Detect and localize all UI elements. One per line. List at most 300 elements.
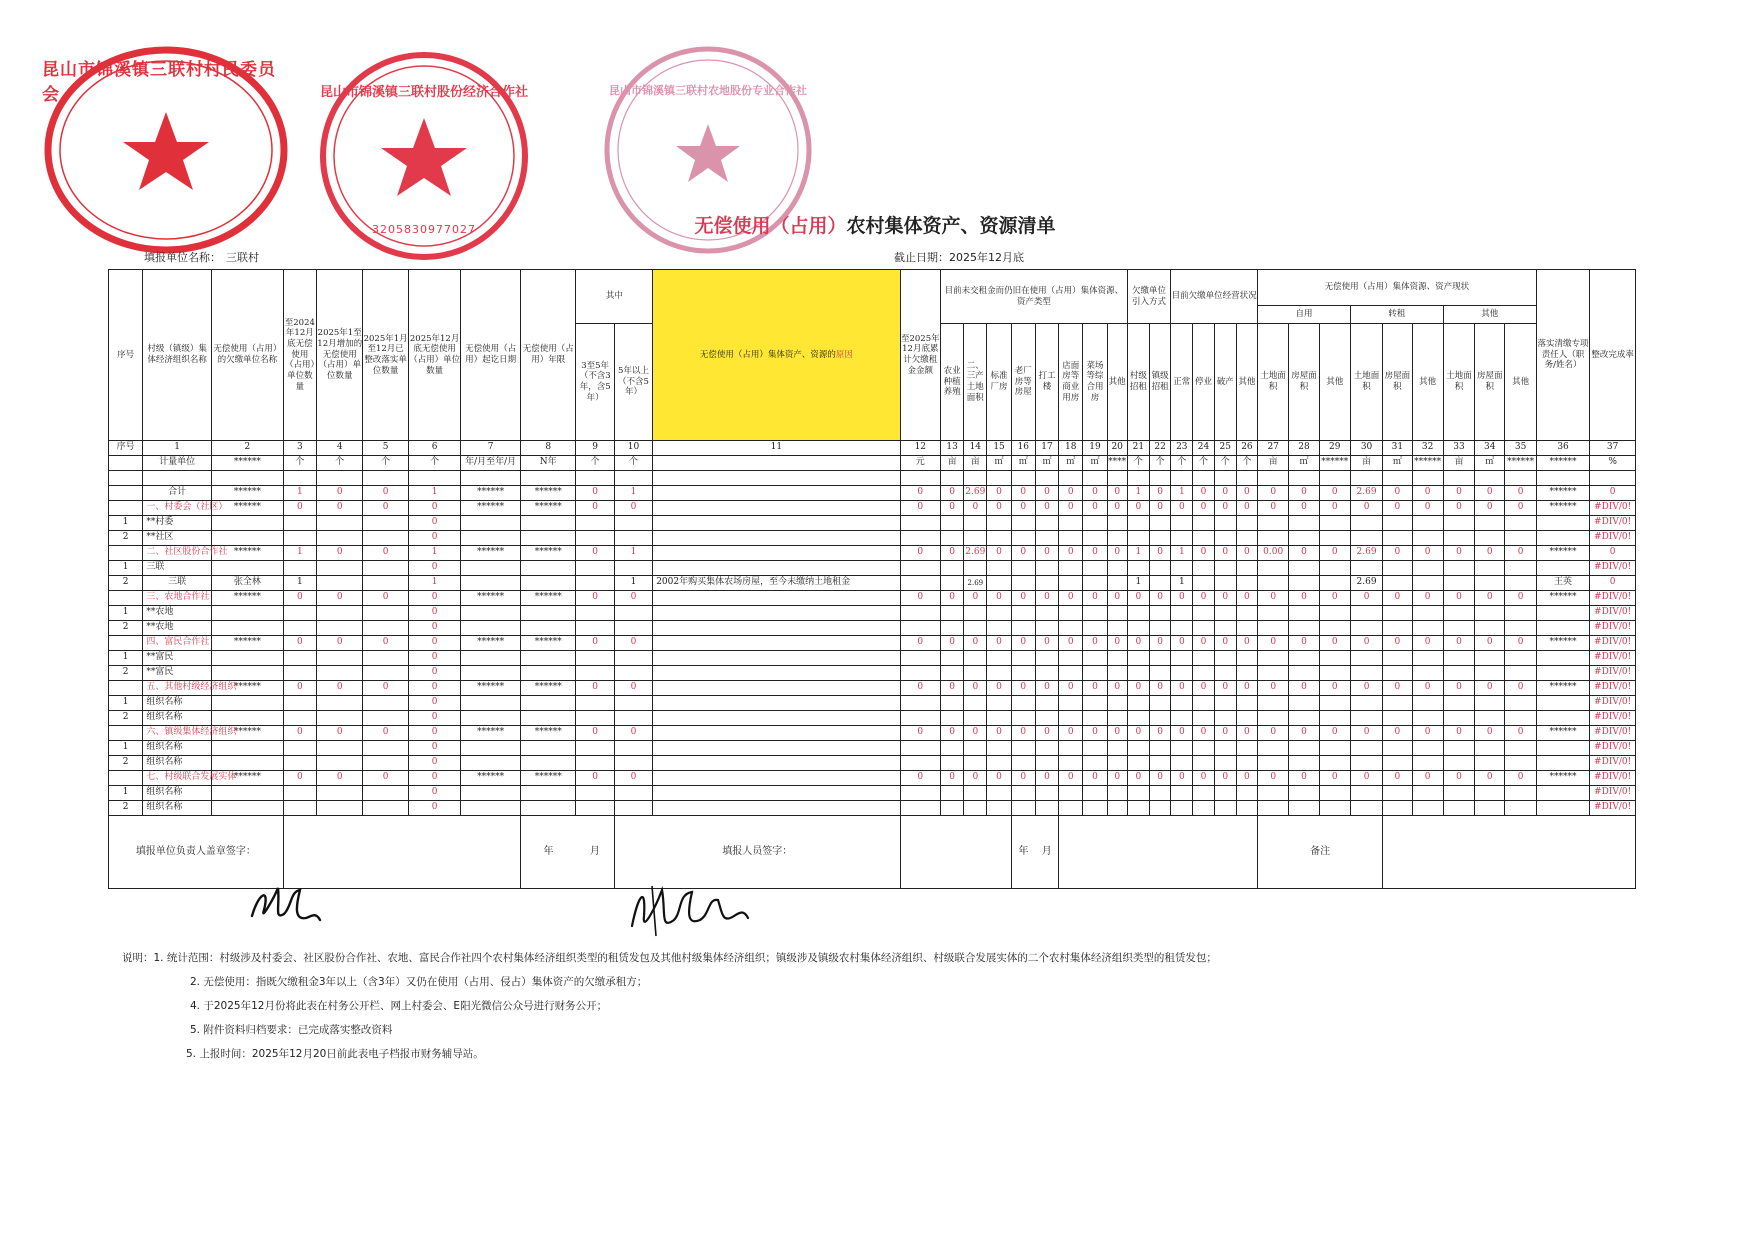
table-cell: 0: [1383, 771, 1412, 786]
leader-signature-label: 填报单位负责人盖章签字：: [109, 816, 284, 889]
table-cell: [1383, 801, 1412, 816]
table-cell: 0: [900, 681, 940, 696]
table-cell: 0: [1475, 486, 1505, 501]
table-cell: 0: [1059, 546, 1083, 561]
table-cell: 0: [1412, 546, 1443, 561]
table-cell: [1319, 711, 1350, 726]
table-cell: ******: [1536, 486, 1590, 501]
table-cell: 组织名称: [143, 756, 212, 771]
table-cell: [653, 531, 900, 546]
table-cell: [520, 576, 576, 591]
blank-cell: [1214, 471, 1236, 486]
table-cell: 1: [109, 516, 143, 531]
table-cell: [211, 621, 283, 636]
table-cell: [1289, 621, 1319, 636]
table-cell: [987, 606, 1011, 621]
table-cell: [1193, 576, 1214, 591]
header-c35: 其他: [1505, 324, 1536, 441]
table-cell: [1475, 651, 1505, 666]
table-cell: 0: [964, 501, 987, 516]
table-cell: 0: [900, 591, 940, 606]
table-cell: [964, 666, 987, 681]
table-cell: [1383, 786, 1412, 801]
table-cell: 0: [1289, 486, 1319, 501]
table-cell: 2: [109, 756, 143, 771]
blank-cell: [1289, 471, 1319, 486]
table-cell: [614, 651, 652, 666]
table-cell: [900, 741, 940, 756]
table-cell: [1536, 711, 1590, 726]
column-number: 14: [964, 441, 987, 456]
table-cell: 组织名称: [143, 696, 212, 711]
table-cell: [1258, 801, 1289, 816]
table-cell: [461, 576, 521, 591]
table-cell: **农地: [143, 606, 212, 621]
blank-cell: [614, 471, 652, 486]
table-cell: 0: [987, 486, 1011, 501]
table-cell: [520, 696, 576, 711]
leader-signature: [244, 876, 324, 936]
table-cell: 0: [283, 636, 316, 651]
table-cell: [1258, 516, 1289, 531]
table-cell: [520, 561, 576, 576]
table-cell: [461, 696, 521, 711]
table-cell: [1536, 561, 1590, 576]
table-cell: 0: [964, 771, 987, 786]
table-cell: [1035, 696, 1058, 711]
table-cell: 0: [408, 531, 461, 546]
table-cell: [1214, 516, 1236, 531]
table-cell: [576, 531, 614, 546]
unit-label-text: 填报单位名称：: [144, 251, 221, 264]
table-cell: 1: [283, 546, 316, 561]
table-cell: 0: [614, 771, 652, 786]
table-cell: [1214, 696, 1236, 711]
table-cell: [1171, 606, 1193, 621]
table-cell: [940, 666, 963, 681]
unit-value-text: 三联村: [226, 251, 259, 264]
table-cell: [1011, 666, 1035, 681]
table-cell: 0: [964, 636, 987, 651]
table-cell: [940, 531, 963, 546]
table-cell: [283, 606, 316, 621]
table-cell: [109, 681, 143, 696]
table-cell: [900, 711, 940, 726]
table-cell: [1011, 576, 1035, 591]
table-cell: 0: [1289, 726, 1319, 741]
table-cell: [520, 741, 576, 756]
table-cell: 0: [1590, 546, 1636, 561]
blank-cell: [940, 471, 963, 486]
table-cell: 0: [1035, 591, 1058, 606]
table-cell: 0: [1412, 636, 1443, 651]
table-cell: 0: [1011, 591, 1035, 606]
leader-year: 年: [520, 816, 576, 889]
table-cell: [461, 756, 521, 771]
table-cell: [614, 531, 652, 546]
table-cell: [1107, 741, 1127, 756]
table-cell: 0: [614, 636, 652, 651]
table-cell: 0: [1059, 771, 1083, 786]
table-cell: 0: [1475, 591, 1505, 606]
signature-row: [109, 816, 1636, 889]
table-cell: [1289, 756, 1319, 771]
table-cell: 0: [1412, 486, 1443, 501]
table-cell: [1475, 606, 1505, 621]
table-cell: 0: [408, 636, 461, 651]
unit-cell: ******: [1505, 456, 1536, 471]
table-cell: 0: [1127, 501, 1149, 516]
table-cell: 0: [1319, 726, 1350, 741]
table-cell: ******: [520, 681, 576, 696]
table-cell: ******: [211, 636, 283, 651]
table-cell: [1011, 531, 1035, 546]
table-cell: [1127, 606, 1149, 621]
blank-cell: [1127, 471, 1149, 486]
table-cell: [283, 561, 316, 576]
table-cell: 0: [1236, 681, 1257, 696]
table-cell: #DIV/0!: [1590, 726, 1636, 741]
header-g21: 欠缴单位引入方式: [1127, 270, 1170, 324]
table-cell: [1107, 666, 1127, 681]
table-cell: #DIV/0!: [1590, 651, 1636, 666]
table-cell: 0: [1505, 681, 1536, 696]
table-cell: [1289, 576, 1319, 591]
column-number: 22: [1149, 441, 1170, 456]
table-cell: [1171, 786, 1193, 801]
header-c20: 其他: [1107, 324, 1127, 441]
table-cell: 0: [900, 771, 940, 786]
table-cell: 1: [109, 696, 143, 711]
unit-cell: 个: [1214, 456, 1236, 471]
table-cell: [1258, 606, 1289, 621]
table-cell: [1193, 711, 1214, 726]
seal-text: 昆山市锦溪镇三联村农地股份专业合作社: [609, 84, 807, 97]
table-cell: 0: [363, 771, 408, 786]
table-cell: [900, 516, 940, 531]
table-cell: 0: [964, 726, 987, 741]
table-cell: 0: [1059, 486, 1083, 501]
table-cell: [363, 531, 408, 546]
table-cell: [1236, 666, 1257, 681]
table-cell: [964, 756, 987, 771]
table-cell: 0: [1083, 681, 1107, 696]
table-cell: 0: [1083, 636, 1107, 651]
table-cell: [461, 741, 521, 756]
table-cell: 0: [408, 756, 461, 771]
table-cell: [1236, 621, 1257, 636]
table-cell: [1236, 561, 1257, 576]
table-cell: [1193, 651, 1214, 666]
table-cell: [1011, 621, 1035, 636]
table-cell: [987, 711, 1011, 726]
table-cell: [1258, 696, 1289, 711]
table-cell: [1412, 576, 1443, 591]
table-cell: [461, 666, 521, 681]
table-cell: [900, 756, 940, 771]
table-cell: [1171, 756, 1193, 771]
table-cell: 1: [109, 741, 143, 756]
table-cell: [1059, 531, 1083, 546]
table-cell: 0: [614, 501, 652, 516]
header-c36: 落实清缴专项责任人（职务/姓名）: [1536, 270, 1590, 441]
table-cell: ******: [211, 591, 283, 606]
header-c25: 破产: [1214, 324, 1236, 441]
table-cell: 1: [408, 546, 461, 561]
table-cell: [576, 576, 614, 591]
table-cell: [576, 561, 614, 576]
table-cell: 0: [1590, 486, 1636, 501]
header-c21: 村级招租: [1127, 324, 1149, 441]
table-cell: [1149, 651, 1170, 666]
table-cell: [1149, 696, 1170, 711]
table-cell: [1505, 516, 1536, 531]
table-cell: 0: [408, 516, 461, 531]
table-cell: ******: [520, 486, 576, 501]
header-g33a: 其他: [1443, 306, 1536, 324]
table-cell: [1289, 741, 1319, 756]
blank-cell: [576, 471, 614, 486]
remark-label: 备注: [1258, 816, 1383, 889]
table-cell: **村委: [143, 516, 212, 531]
table-cell: [1171, 516, 1193, 531]
unit-cell: ******: [1319, 456, 1350, 471]
table-cell: [1536, 741, 1590, 756]
table-cell: [1350, 696, 1382, 711]
table-cell: [987, 741, 1011, 756]
header-c29: 其他: [1319, 324, 1350, 441]
table-cell: 0: [1350, 771, 1382, 786]
table-cell: [211, 741, 283, 756]
table-cell: [987, 786, 1011, 801]
column-number: 19: [1083, 441, 1107, 456]
table-cell: [1350, 651, 1382, 666]
table-cell: ******: [1536, 546, 1590, 561]
table-cell: [1236, 711, 1257, 726]
table-cell: [653, 591, 900, 606]
header-c10: 5年以上（不含5年）: [614, 324, 652, 441]
table-cell: **社区: [143, 531, 212, 546]
unit-cell: 亩: [964, 456, 987, 471]
table-cell: 组织名称: [143, 711, 212, 726]
table-cell: 0: [1443, 726, 1474, 741]
table-cell: [614, 741, 652, 756]
blank-cell: [1107, 471, 1127, 486]
table-cell: [1127, 756, 1149, 771]
table-cell: 0: [1107, 636, 1127, 651]
table-cell: [1107, 696, 1127, 711]
table-cell: [1505, 741, 1536, 756]
table-cell: 0: [940, 771, 963, 786]
header-c32: 其他: [1412, 324, 1443, 441]
header-c11-red: 原因: [835, 349, 853, 360]
table-cell: [363, 666, 408, 681]
table-cell: 0: [408, 801, 461, 816]
table-cell: [1035, 516, 1058, 531]
blank-cell: [1475, 471, 1505, 486]
table-cell: [1011, 801, 1035, 816]
table-cell: [653, 786, 900, 801]
table-cell: 1: [283, 576, 316, 591]
table-cell: [1214, 801, 1236, 816]
table-cell: [1289, 606, 1319, 621]
table-cell: [1505, 576, 1536, 591]
header-c34: 房屋面积: [1475, 324, 1505, 441]
table-cell: ******: [520, 636, 576, 651]
table-cell: 0: [1475, 681, 1505, 696]
table-cell: 0: [614, 681, 652, 696]
table-cell: 0: [576, 636, 614, 651]
table-cell: 0: [1171, 726, 1193, 741]
note-line: 5. 上报时间：2025年12月20日前此表电子档报市财务辅导站。: [186, 1048, 484, 1060]
table-cell: [1011, 711, 1035, 726]
seal-code: 3205830977027: [372, 223, 476, 236]
table-cell: [211, 606, 283, 621]
table-cell: [1149, 801, 1170, 816]
table-cell: 合计: [143, 486, 212, 501]
table-cell: 0: [1505, 486, 1536, 501]
table-cell: [1443, 621, 1474, 636]
header-c7: 无偿使用（占用）起讫日期: [461, 270, 521, 441]
table-cell: 0: [1149, 636, 1170, 651]
table-cell: [1107, 801, 1127, 816]
table-row: [109, 666, 1636, 681]
table-cell: 0: [1083, 591, 1107, 606]
table-cell: 1: [1127, 486, 1149, 501]
unit-label: [144, 249, 221, 265]
blank-cell: [520, 471, 576, 486]
table-cell: [653, 606, 900, 621]
table-cell: 0: [1107, 771, 1127, 786]
table-row: [109, 591, 1636, 606]
table-cell: [283, 756, 316, 771]
table-cell: 0: [1171, 591, 1193, 606]
table-cell: #DIV/0!: [1590, 786, 1636, 801]
table-cell: [1258, 651, 1289, 666]
table-cell: [987, 516, 1011, 531]
table-cell: [1083, 606, 1107, 621]
table-cell: [576, 741, 614, 756]
table-cell: [1214, 666, 1236, 681]
table-cell: 0: [363, 726, 408, 741]
seal-text: 昆山市锦溪镇三联村股份经济合作社: [319, 84, 528, 100]
table-cell: [940, 576, 963, 591]
table-cell: [1536, 531, 1590, 546]
table-cell: [1171, 741, 1193, 756]
header-c31: 房屋面积: [1383, 324, 1412, 441]
table-cell: 0: [1011, 771, 1035, 786]
table-cell: [614, 711, 652, 726]
header-c19: 菜场等综合用房: [1083, 324, 1107, 441]
table-cell: 0: [900, 636, 940, 651]
header-c3: 至2024年12月底无偿使用（占用）单位数量: [283, 270, 316, 441]
remark-area: [1383, 816, 1636, 889]
table-cell: [520, 711, 576, 726]
table-cell: [1083, 801, 1107, 816]
table-cell: 0: [1236, 591, 1257, 606]
table-cell: [109, 501, 143, 516]
table-cell: [316, 741, 362, 756]
table-cell: [1127, 786, 1149, 801]
note-line: 说明：1. 统计范围：村级涉及村委会、社区股份合作社、农地、富民合作社四个农村集体经济组织类型的租赁发包及其他村级集体经济组织；镇级涉及镇级农村集体经济组织、村级联合发展实体的二个农村集体经济组织类型的租赁发包；: [122, 952, 1217, 964]
table-cell: [900, 576, 940, 591]
unit-cell: 个: [1236, 456, 1257, 471]
table-cell: ******: [1536, 771, 1590, 786]
header-c2: 无偿使用（占用）的欠缴单位名称: [211, 270, 283, 441]
table-cell: 0: [283, 771, 316, 786]
table-cell: [520, 756, 576, 771]
table-cell: [1319, 756, 1350, 771]
table-cell: [1350, 756, 1382, 771]
table-cell: 五、其他村级经济组织: [143, 681, 212, 696]
table-cell: [363, 801, 408, 816]
header-c14: 二、三产土地面积: [964, 324, 987, 441]
table-cell: [283, 621, 316, 636]
table-cell: [940, 756, 963, 771]
table-cell: [1319, 531, 1350, 546]
table-cell: [211, 756, 283, 771]
table-cell: [1011, 651, 1035, 666]
table-cell: 0: [1412, 681, 1443, 696]
table-cell: [1193, 696, 1214, 711]
table-cell: 0: [1443, 501, 1474, 516]
table-cell: ******: [211, 726, 283, 741]
table-cell: [987, 801, 1011, 816]
table-cell: 0: [1193, 591, 1214, 606]
table-cell: 0: [1319, 681, 1350, 696]
table-cell: [1383, 621, 1412, 636]
table-cell: #DIV/0!: [1590, 771, 1636, 786]
table-cell: 0: [1214, 681, 1236, 696]
table-cell: 0: [1258, 771, 1289, 786]
table-cell: [1171, 666, 1193, 681]
table-cell: [1350, 711, 1382, 726]
unit-cell: 个: [1171, 456, 1193, 471]
table-cell: [1475, 576, 1505, 591]
table-cell: ******: [461, 726, 521, 741]
table-cell: 0: [1171, 771, 1193, 786]
table-cell: 0: [1236, 771, 1257, 786]
table-cell: 0: [1193, 486, 1214, 501]
notes: [122, 946, 1217, 1066]
table-cell: 0: [408, 561, 461, 576]
table-cell: [1149, 576, 1170, 591]
table-cell: [1107, 651, 1127, 666]
header-g27a: 自用: [1258, 306, 1351, 324]
table-cell: 三联: [143, 561, 212, 576]
table-cell: [1505, 651, 1536, 666]
blank-row: [109, 471, 1636, 486]
table-cell: 0: [1011, 636, 1035, 651]
table-cell: [1236, 516, 1257, 531]
table-cell: [1475, 786, 1505, 801]
table-cell: 0: [1236, 636, 1257, 651]
table-cell: [1035, 606, 1058, 621]
table-cell: [1475, 531, 1505, 546]
table-cell: [1171, 711, 1193, 726]
header-c8: 无偿使用（占用）年限: [520, 270, 576, 441]
table-cell: [1289, 651, 1319, 666]
table-cell: [940, 711, 963, 726]
table-cell: [1149, 621, 1170, 636]
table-cell: ******: [520, 771, 576, 786]
header-c30: 土地面积: [1350, 324, 1382, 441]
column-number: 13: [940, 441, 963, 456]
table-cell: [1083, 516, 1107, 531]
table-cell: [900, 561, 940, 576]
table-cell: [940, 801, 963, 816]
table-cell: 0: [1127, 681, 1149, 696]
